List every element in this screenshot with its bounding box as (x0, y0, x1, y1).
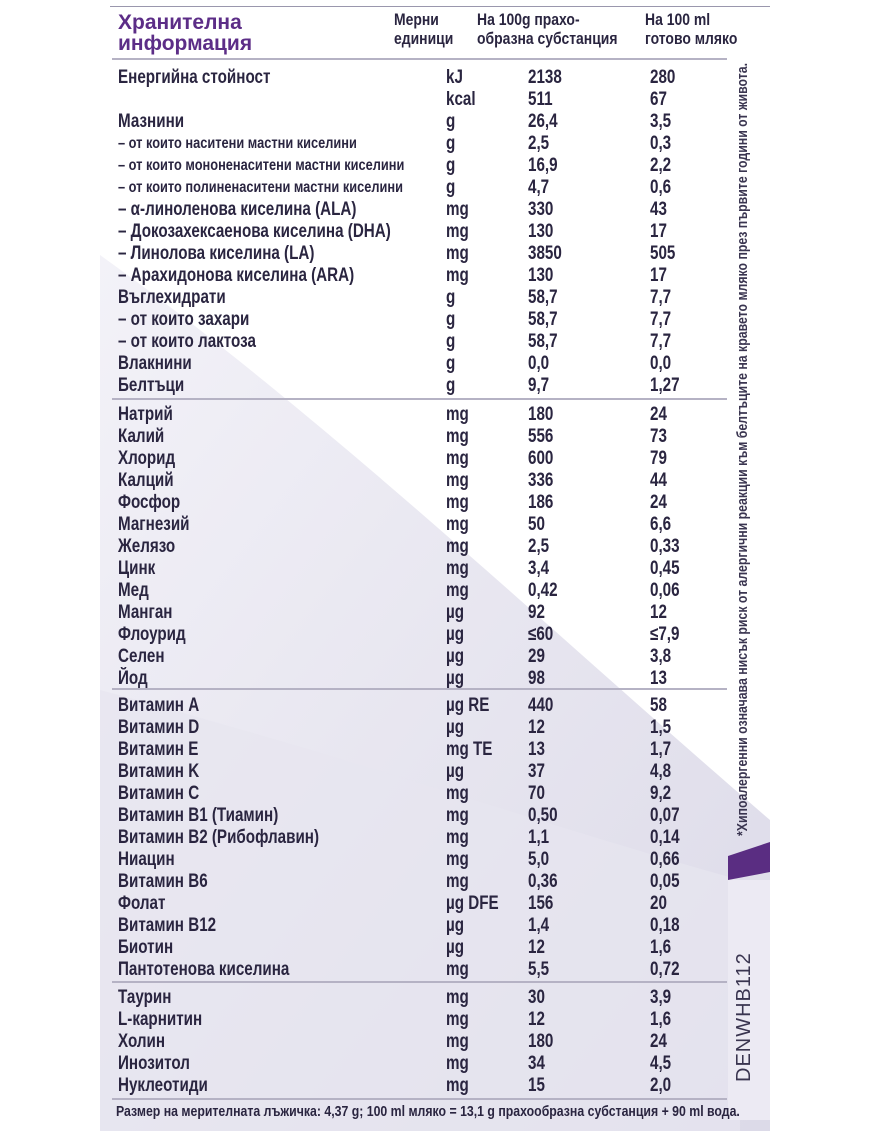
per-100ml-value: 0,0 (650, 353, 672, 374)
column-header-per-100ml-line-2: готово мляко (645, 29, 738, 48)
per-100g-value: 130 (528, 221, 554, 242)
nutrient-name: Мед (118, 580, 149, 601)
nutrient-name: Мазнини (118, 111, 185, 132)
per-100ml-value: 0,07 (650, 805, 680, 826)
per-100g-value: 58,7 (528, 309, 558, 330)
per-100ml-value: 24 (650, 404, 667, 425)
nutrient-name: Селен (118, 646, 165, 667)
per-100ml-value: 67 (650, 89, 667, 110)
section-separator-vitamins (112, 688, 727, 690)
unit-cell: g (446, 155, 456, 176)
per-100g-value: 440 (528, 695, 554, 716)
nutrient-name: Витамин C (118, 783, 200, 804)
nutrient-name: Витамин B1 (Тиамин) (118, 805, 279, 826)
unit-cell: mg (446, 871, 469, 892)
per-100ml-value: 0,3 (650, 133, 672, 154)
unit-cell: µg (446, 761, 465, 782)
unit-cell: g (446, 309, 456, 330)
per-100ml-value: 0,66 (650, 849, 680, 870)
unit-cell: mg (446, 243, 469, 264)
unit-cell: mg (446, 1053, 469, 1074)
per-100ml-value: 13 (650, 668, 667, 689)
per-100ml-value: 0,18 (650, 915, 680, 936)
per-100g-value: 30 (528, 987, 545, 1008)
per-100ml-value: 58 (650, 695, 667, 716)
per-100g-value: 0,36 (528, 871, 558, 892)
per-100ml-value: 73 (650, 426, 667, 447)
unit-cell: mg (446, 558, 469, 579)
unit-cell: g (446, 287, 456, 308)
footer-separator (112, 1098, 727, 1100)
per-100ml-value: 505 (650, 243, 676, 264)
per-100g-value: 58,7 (528, 331, 558, 352)
unit-cell: µg DFE (446, 893, 499, 914)
nutrient-name: Витамин B6 (118, 871, 208, 892)
nutrient-name: – от които наситени мастни киселини (118, 135, 357, 152)
scoop-size-footer: Размер на мерителната лъжичка: 4,37 g; 100 ml мляко = 13,1 g прахообразна субстанция + 90 ml вода. (116, 1103, 740, 1120)
per-100g-value: 180 (528, 1031, 554, 1052)
per-100g-value: 1,1 (528, 827, 550, 848)
nutrient-name: Калий (118, 426, 165, 447)
per-100g-value: 15 (528, 1075, 545, 1096)
per-100ml-value: 4,5 (650, 1053, 672, 1074)
per-100ml-value: 24 (650, 492, 667, 513)
per-100ml-value: 1,7 (650, 739, 672, 760)
per-100g-value: 29 (528, 646, 545, 667)
column-header-per-100g-line-1: На 100g прахо- (477, 10, 580, 29)
per-100ml-value: 2,0 (650, 1075, 672, 1096)
unit-cell: mg (446, 221, 469, 242)
unit-cell: mg (446, 959, 469, 980)
unit-cell: mg (446, 1009, 469, 1030)
per-100g-value: 2138 (528, 67, 562, 88)
unit-cell: mg (446, 514, 469, 535)
per-100g-value: 0,42 (528, 580, 558, 601)
per-100g-value: 37 (528, 761, 545, 782)
per-100ml-value: 0,05 (650, 871, 680, 892)
per-100ml-value: 0,72 (650, 959, 680, 980)
per-100g-value: 5,0 (528, 849, 550, 870)
column-header-per-100ml (645, 10, 737, 48)
unit-cell: mg (446, 199, 469, 220)
nutrient-name: – α-линоленова киселина (ALA) (118, 199, 357, 220)
per-100g-value: 9,7 (528, 375, 550, 396)
unit-cell: g (446, 331, 456, 352)
per-100ml-value: 280 (650, 67, 676, 88)
per-100g-value: 130 (528, 265, 554, 286)
title-line-1: Хранителна (118, 11, 242, 34)
unit-cell: mg (446, 265, 469, 286)
per-100g-value: 330 (528, 199, 554, 220)
nutrient-name: Белтъци (118, 375, 185, 396)
unit-cell: µg (446, 624, 465, 645)
title-line-2: информация (118, 32, 253, 55)
nutrient-name: – от които лактоза (118, 331, 256, 352)
nutrient-name: Витамин K (118, 761, 200, 782)
per-100ml-value: 17 (650, 265, 667, 286)
unit-cell: kcal (446, 89, 476, 110)
unit-cell: mg (446, 580, 469, 601)
unit-cell: mg (446, 492, 469, 513)
per-100g-value: 1,4 (528, 915, 550, 936)
per-100g-value: 16,9 (528, 155, 558, 176)
nutrient-name: Магнезий (118, 514, 190, 535)
nutrient-name: – Докозахексаенова киселина (DHA) (118, 221, 391, 242)
nutrient-name: – Линолова киселина (LA) (118, 243, 315, 264)
unit-cell: mg (446, 783, 469, 804)
per-100g-value: 511 (528, 89, 553, 110)
cut-top-edge (110, 0, 770, 7)
column-header-per-100ml-line-1: На 100 ml (645, 10, 711, 29)
per-100g-value: 12 (528, 937, 545, 958)
unit-cell: mg (446, 426, 469, 447)
nutrient-name: Витамин B12 (118, 915, 217, 936)
per-100g-value: 3,4 (528, 558, 550, 579)
nutrient-name: Енергийна стойност (118, 67, 271, 88)
nutrient-name: Фосфор (118, 492, 181, 513)
per-100ml-value: 3,9 (650, 987, 672, 1008)
nutrient-name: Витамин A (118, 695, 200, 716)
nutrient-name: Хлорид (118, 448, 176, 469)
column-header-per-100g-line-2: образна субстанция (477, 29, 618, 48)
per-100ml-value: 0,45 (650, 558, 680, 579)
per-100g-value: 12 (528, 717, 545, 738)
nutrient-name: – Арахидонова киселина (ARA) (118, 265, 355, 286)
nutrient-name: Таурин (118, 987, 172, 1008)
unit-cell: µg RE (446, 695, 490, 716)
unit-cell: mg (446, 536, 469, 557)
unit-cell: g (446, 177, 456, 198)
per-100ml-value: 1,5 (650, 717, 672, 738)
per-100g-value: ≤60 (528, 624, 554, 645)
nutrient-name: Желязо (118, 536, 176, 557)
section-separator-minerals (112, 398, 727, 400)
table-title (118, 12, 252, 54)
per-100ml-value: 3,8 (650, 646, 672, 667)
per-100ml-value: 7,7 (650, 331, 672, 352)
section-separator-other (112, 981, 727, 983)
per-100ml-value: 0,06 (650, 580, 680, 601)
per-100g-value: 4,7 (528, 177, 550, 198)
per-100g-value: 2,5 (528, 133, 550, 154)
unit-cell: µg (446, 937, 465, 958)
unit-cell: µg (446, 646, 465, 667)
per-100g-value: 600 (528, 448, 554, 469)
per-100ml-value: 1,27 (650, 375, 680, 396)
unit-cell: mg (446, 1031, 469, 1052)
per-100ml-value: 12 (650, 602, 667, 623)
nutrient-name: Витамин E (118, 739, 199, 760)
unit-cell: g (446, 375, 456, 396)
nutrient-name: – от които мононенаситени мастни киселини (118, 157, 405, 174)
unit-cell: mg TE (446, 739, 493, 760)
per-100ml-value: 44 (650, 470, 667, 491)
per-100g-value: 50 (528, 514, 545, 535)
nutrient-name: Флоурид (118, 624, 186, 645)
hypoallergenic-note (734, 63, 751, 836)
nutrient-name: Пантотенова киселина (118, 959, 290, 980)
nutrient-name: Инозитол (118, 1053, 190, 1074)
unit-cell: g (446, 133, 456, 154)
per-100g-value: 26,4 (528, 111, 558, 132)
unit-cell: mg (446, 805, 469, 826)
column-header-unit (394, 10, 453, 48)
per-100ml-value: 20 (650, 893, 667, 914)
per-100g-value: 0,0 (528, 353, 550, 374)
unit-cell: mg (446, 827, 469, 848)
per-100g-value: 2,5 (528, 536, 550, 557)
per-100ml-value: 9,2 (650, 783, 672, 804)
per-100ml-value: 0,14 (650, 827, 680, 848)
per-100g-value: 70 (528, 783, 545, 804)
unit-cell: µg (446, 602, 465, 623)
nutrient-name: Нуклеотиди (118, 1075, 208, 1096)
per-100ml-value: 0,33 (650, 536, 680, 557)
per-100g-value: 186 (528, 492, 554, 513)
unit-cell: µg (446, 915, 465, 936)
per-100ml-value: 7,7 (650, 287, 672, 308)
nutrient-name: Холин (118, 1031, 166, 1052)
per-100g-value: 0,50 (528, 805, 558, 826)
unit-cell: µg (446, 668, 465, 689)
per-100ml-value: 79 (650, 448, 667, 469)
unit-cell: mg (446, 849, 469, 870)
per-100g-value: 58,7 (528, 287, 558, 308)
unit-cell: mg (446, 987, 469, 1008)
unit-cell: mg (446, 448, 469, 469)
unit-cell: mg (446, 470, 469, 491)
per-100ml-value: 2,2 (650, 155, 672, 176)
nutrient-name: Манган (118, 602, 173, 623)
nutrient-name: Цинк (118, 558, 156, 579)
per-100ml-value: 4,8 (650, 761, 672, 782)
per-100g-value: 3850 (528, 243, 562, 264)
unit-cell: mg (446, 1075, 469, 1096)
unit-cell: µg (446, 717, 465, 738)
nutrient-name: Фолат (118, 893, 166, 914)
per-100g-value: 556 (528, 426, 554, 447)
unit-cell: g (446, 353, 456, 374)
per-100g-value: 156 (528, 893, 554, 914)
nutrient-name: Натрий (118, 404, 173, 425)
nutrient-name: Ниацин (118, 849, 175, 870)
per-100ml-value: 0,6 (650, 177, 672, 198)
per-100g-value: 13 (528, 739, 545, 760)
column-header-unit-line-1: Мерни (394, 10, 439, 29)
per-100ml-value: 6,6 (650, 514, 672, 535)
per-100g-value: 98 (528, 668, 545, 689)
per-100g-value: 92 (528, 602, 545, 623)
unit-cell: g (446, 111, 456, 132)
per-100ml-value: 1,6 (650, 937, 672, 958)
product-code: DENWHB112 (733, 952, 755, 1082)
nutrient-name: – от които захари (118, 309, 250, 330)
per-100ml-value: 17 (650, 221, 667, 242)
per-100g-value: 5,5 (528, 959, 550, 980)
nutrient-name: Витамин B2 (Рибофлавин) (118, 827, 320, 848)
column-header-unit-line-2: единици (394, 29, 454, 48)
per-100g-value: 34 (528, 1053, 545, 1074)
per-100ml-value: 7,7 (650, 309, 672, 330)
per-100ml-value: 3,5 (650, 111, 672, 132)
nutrient-name: – от които полиненаситени мастни киселини (118, 179, 403, 196)
column-header-per-100g (477, 10, 618, 48)
hypoallergenic-note-text: *Хипоалергенни означава нисък риск от алергични реакции към белтъците на кравето мляко през първите години от живота. (734, 63, 751, 836)
nutrient-name: Въглехидрати (118, 287, 226, 308)
per-100g-value: 336 (528, 470, 554, 491)
per-100ml-value: ≤7,9 (650, 624, 680, 645)
nutrient-name: L-карнитин (118, 1009, 203, 1030)
per-100g-value: 180 (528, 404, 554, 425)
unit-cell: kJ (446, 67, 463, 88)
per-100ml-value: 43 (650, 199, 667, 220)
nutrient-name: Влакнини (118, 353, 192, 374)
per-100ml-value: 24 (650, 1031, 667, 1052)
nutrient-name: Калций (118, 470, 174, 491)
nutrient-name: Йод (118, 668, 148, 689)
nutrient-name: Витамин D (118, 717, 200, 738)
per-100g-value: 12 (528, 1009, 545, 1030)
per-100ml-value: 1,6 (650, 1009, 672, 1030)
header-separator (112, 58, 727, 60)
unit-cell: mg (446, 404, 469, 425)
nutrient-name: Биотин (118, 937, 174, 958)
